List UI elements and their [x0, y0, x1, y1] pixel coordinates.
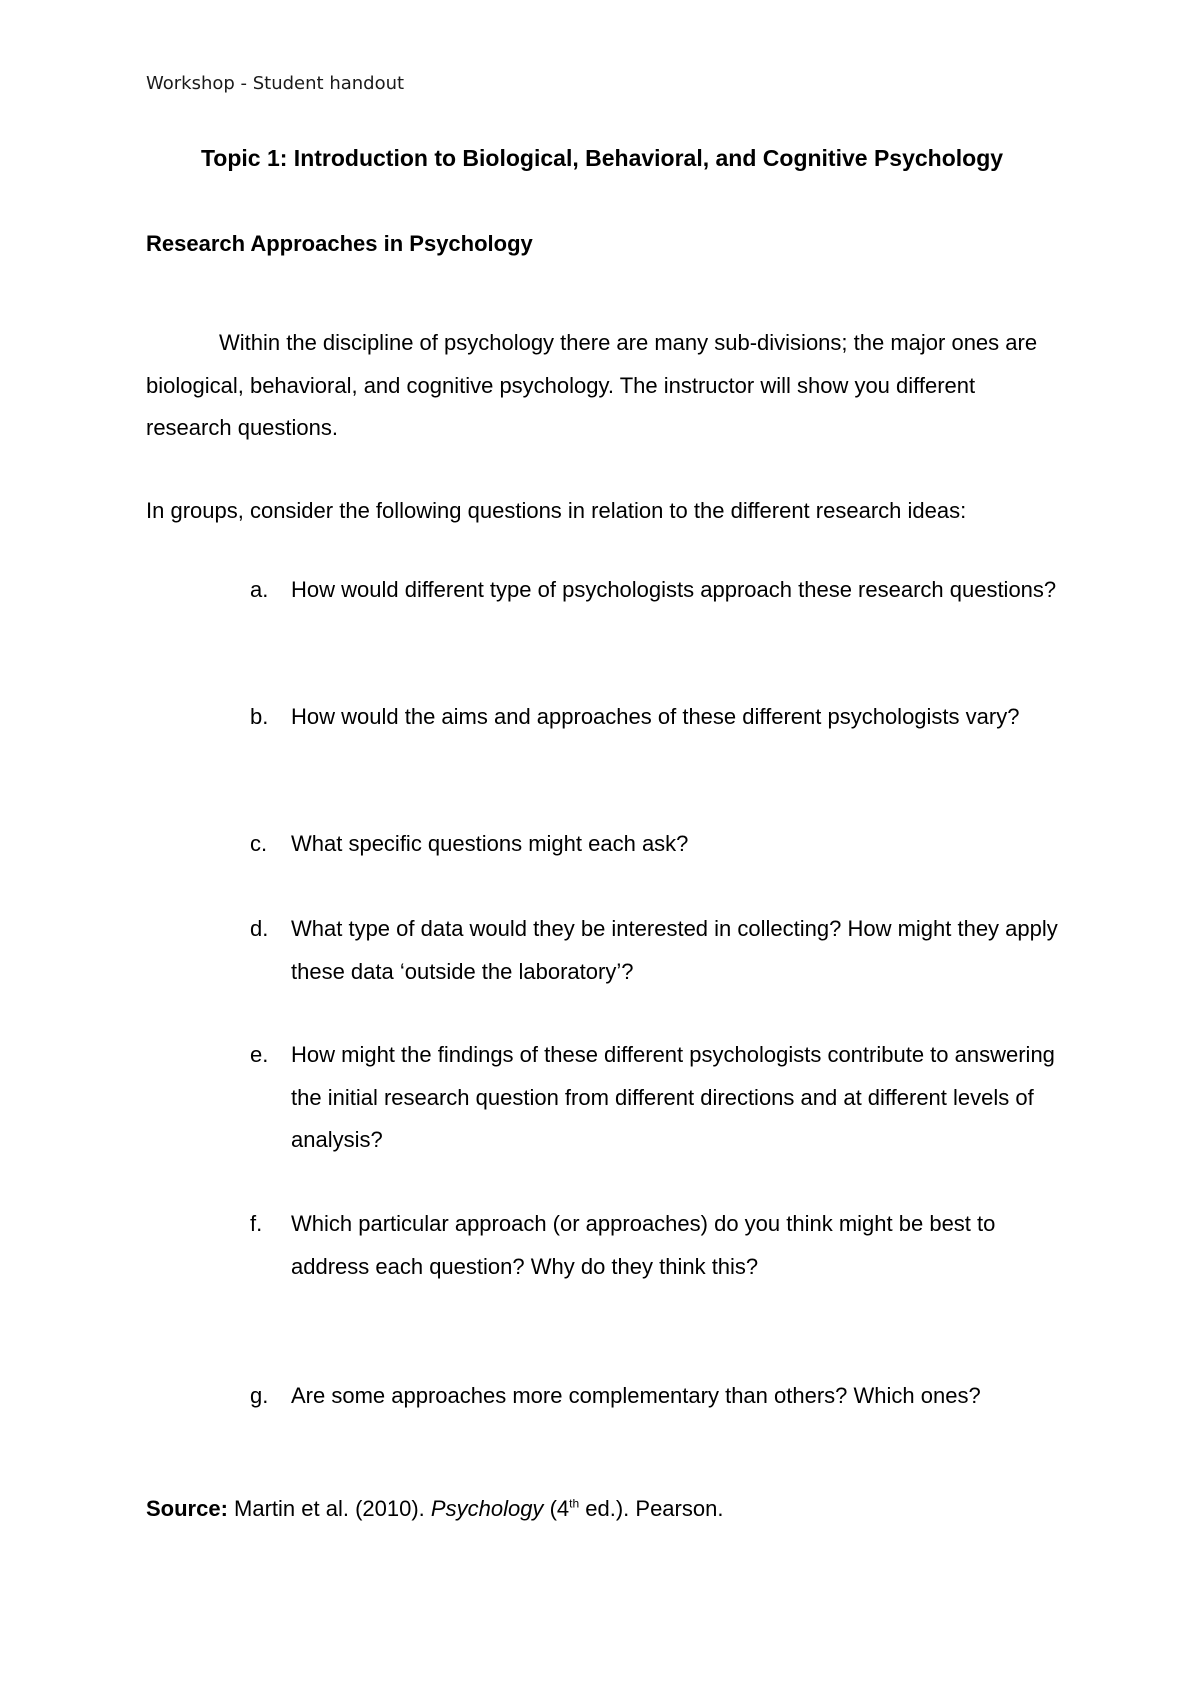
source-book-title: Psychology	[430, 1496, 544, 1521]
question-text: What type of data would they be interested in collecting? How might they apply these data ‘outside the laboratory’?	[291, 916, 1058, 984]
question-text: Which particular approach (or approaches) do you think might be best to address each question? Why do they think this?	[291, 1211, 996, 1279]
question-marker: f.	[250, 1211, 263, 1236]
question-text: Are some approaches more complementary than others? Which ones?	[291, 1383, 981, 1408]
question-text: How might the findings of these different psychologists contribute to answering the initial research question from different directions and at different levels of analysis?	[291, 1042, 1055, 1152]
question-text: How would different type of psychologists approach these research questions?	[291, 577, 1057, 602]
groups-prompt: In groups, consider the following questions in relation to the different research ideas:	[146, 498, 967, 523]
source-authors: Martin et al. (2010).	[234, 1496, 425, 1521]
topic-title	[0, 145, 1200, 172]
intro-paragraph: Within the discipline of psychology there are many sub-divisions; the major ones are biological, behavioral, and cognitive psychology. The instructor will show you different research questions.	[146, 330, 1038, 440]
question-marker: d.	[250, 916, 269, 941]
source-citation	[146, 1496, 723, 1522]
question-text: How would the aims and approaches of these different psychologists vary?	[291, 704, 1020, 729]
question-marker: b.	[250, 704, 269, 729]
question-marker: c.	[250, 831, 268, 856]
question-marker: e.	[250, 1042, 269, 1067]
page-header: Workshop - Student handout	[146, 73, 405, 94]
source-edition-close: ed.). Pearson.	[585, 1496, 724, 1521]
topic-title-text: Topic 1: Introduction to Biological, Behavioral, and Cognitive Psychology	[200, 145, 1004, 171]
source-label: Source:	[146, 1496, 228, 1521]
section-heading: Research Approaches in Psychology	[146, 231, 533, 256]
question-marker: g.	[250, 1383, 269, 1408]
source-edition-open: (4	[549, 1496, 570, 1521]
question-marker: a.	[250, 577, 269, 602]
source-edition-sup: th	[569, 1496, 580, 1511]
question-text: What specific questions might each ask?	[291, 831, 689, 856]
